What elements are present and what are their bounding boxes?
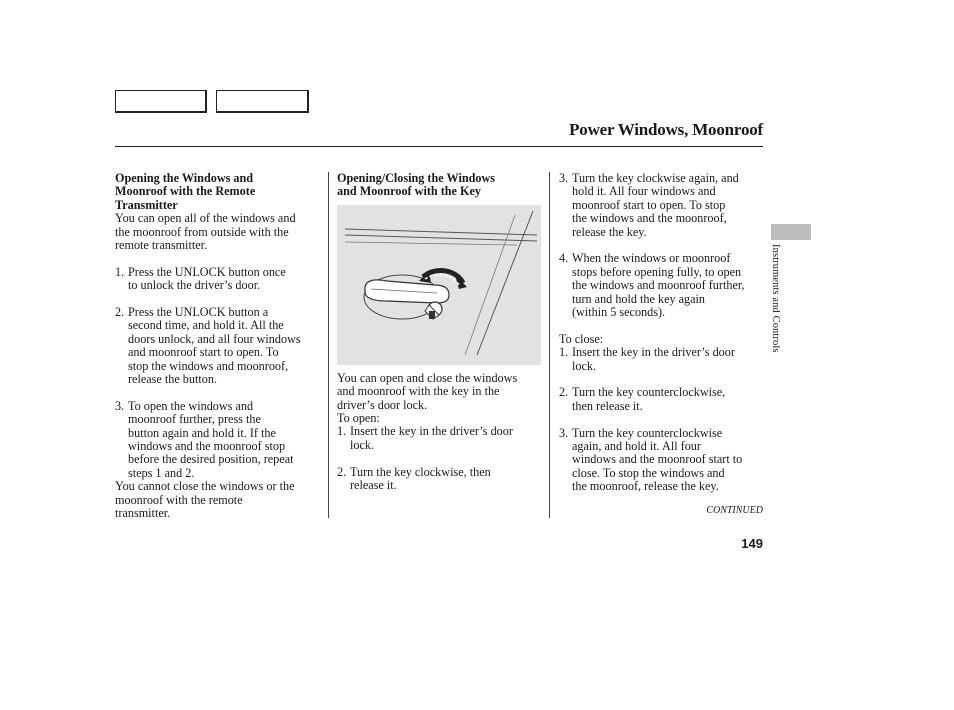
list-item: 3. Turn the key counterclockwise again, and hold it. All four windows and the moonroof start to close. To stop the windows and the moonroof, release the key.: [559, 425, 743, 494]
column-divider-2: [549, 172, 550, 518]
to-open-label: To open:: [337, 411, 380, 426]
column-key-steps: [559, 172, 764, 494]
column-divider-1: [328, 172, 329, 518]
list-item: 3. To open the windows and moonroof further, press the button again and hold it. If the windows and the moonroof stop before the desired position, repeat steps 1 and 2.: [115, 398, 294, 480]
door-handle-key-illustration: [337, 205, 541, 365]
column-remote-transmitter: [115, 172, 320, 521]
list-item: 2. Turn the key clockwise, then release it.: [337, 464, 491, 493]
page-number: 149: [741, 536, 763, 551]
intro-paragraph: You can open all of the windows and the moonroof from outside with the remote transmitter.: [115, 211, 296, 253]
title-divider: [115, 146, 763, 147]
column-key-operation: [337, 172, 542, 492]
list-item: 1. Insert the key in the driver’s door lock.: [559, 345, 735, 373]
nav-forward-button[interactable]: [216, 90, 309, 113]
section-tab-marker[interactable]: [771, 224, 811, 240]
door-handle-key-icon: [337, 205, 541, 365]
list-item: 2. Turn the key counterclockwise, then release it.: [559, 385, 726, 413]
page-title: Power Windows, Moonroof: [569, 120, 763, 139]
list-item: 1. Press the UNLOCK button once to unlock the driver’s door.: [115, 264, 286, 293]
nav-back-button[interactable]: [115, 90, 207, 113]
section-heading-remote: Opening the Windows and Moonroof with the Remote Transmitter: [115, 171, 256, 212]
list-item: 1. Insert the key in the driver’s door lock.: [337, 424, 513, 452]
to-close-label: To close:: [559, 331, 604, 346]
section-tab-label: Instruments and Controls: [770, 244, 781, 353]
continued-label: CONTINUED: [706, 505, 763, 516]
key-intro-paragraph: You can open and close the windows and moonroof with the key in the driver’s door lock.: [337, 370, 518, 412]
list-item: 2. Press the UNLOCK button a second time, and hold it. All the doors unlock, and all four windows and moonroof start to open. To stop the windows and moonroof, release the button.: [115, 305, 301, 387]
note-paragraph: You cannot close the windows or the moonroof with the remote transmitter.: [115, 479, 295, 521]
list-item: 3. Turn the key clockwise again, and hold it. All four windows and moonroof start to open. To stop the windows and the moonroof, release the key.: [559, 171, 739, 239]
section-heading-key: Opening/Closing the Windows and Moonroof with the Key: [337, 171, 496, 199]
list-item: 4. When the windows or moonroof stops before opening fully, to open the windows and moonroof further, turn and hold the key again (within 5 seconds).: [559, 251, 745, 320]
